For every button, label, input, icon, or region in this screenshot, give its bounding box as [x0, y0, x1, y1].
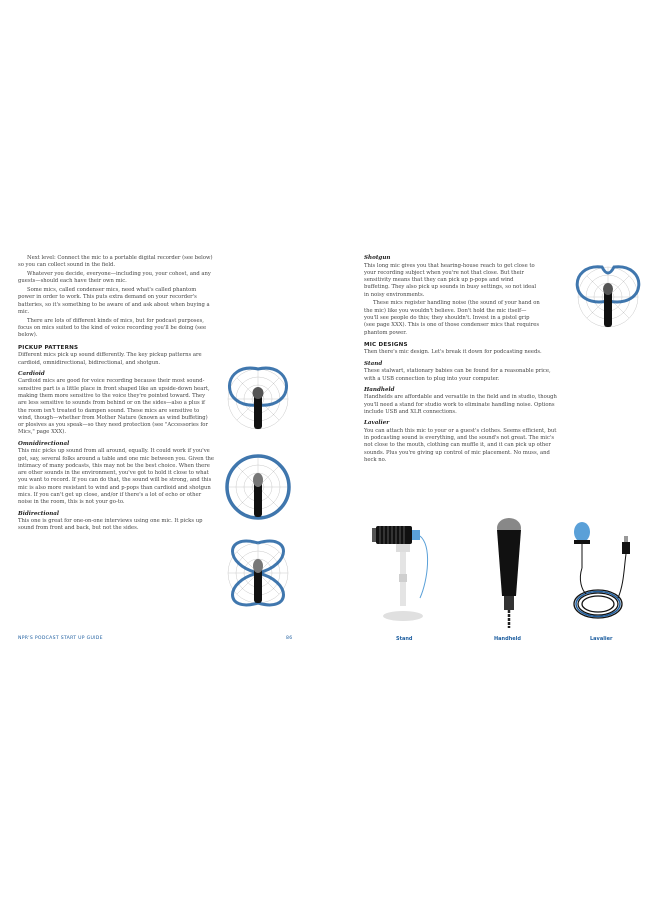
lavalier-label: Lavalier — [590, 636, 613, 642]
stand-heading: Stand — [364, 360, 383, 367]
intro-paragraph-1: Next level: Connect the mic to a portable digital recorder (see below) so you can collect sound in the field. — [18, 255, 213, 269]
handheld-heading: Handheld — [364, 386, 395, 393]
shotgun-polar-diagram — [570, 259, 646, 335]
footer-page-number: 86 — [286, 636, 293, 641]
handheld-text: Handhelds are affordable and versatile in the field and in studio, though you'll need a stand for studio work to eliminate handling noise. Options include USB and XLR connections. — [364, 394, 557, 415]
footer-book-title: NPR'S PODCAST START UP GUIDE — [18, 636, 103, 641]
left-text-column — [18, 255, 214, 534]
bidirectional-polar-diagram — [222, 537, 294, 609]
bidirectional-heading: Bidirectional — [18, 510, 60, 517]
pickup-intro: Different mics pick up sound differently. The key pickup patterns are cardioid, omnidirectional, bidirectional, and shotgun. — [18, 352, 202, 366]
intro-paragraph-4: There are lots of different kinds of mics, but for podcast purposes, focus on mics suited to the kind of voice recording you'll be doing (see below). — [18, 317, 207, 339]
handheld-mic-illustration — [484, 516, 534, 632]
stand-label: Stand — [396, 636, 413, 642]
bidirectional-text: This one is great for one-on-one interviews using one mic. It picks up sound from front and back, but not the sides. — [18, 518, 203, 532]
intro-paragraph-2: Whatever you decide, everyone—including you, your cohost, and any guests—should each have their own mic. — [18, 271, 211, 285]
stand-mic-illustration — [370, 520, 440, 632]
lavalier-text: You can attach this mic to your or a guest's clothes. Seems efficient, but in podcasting sound is everything, and the sound's not great. The mic's not close to the mouth, clothing can muffle it, and it can pick up other sounds. Plus you're giving up control of mic placement. No muss, and heck no. — [364, 427, 557, 463]
cardioid-polar-diagram — [222, 363, 294, 435]
lavalier-mic-illustration — [560, 518, 644, 632]
shotgun-text-1: This long mic gives you that hearing-house reach to get close to your recording subject when you're not that close. But their sensitivity means that they can pick up p-pops and wind buffeting. They also pick up sounds in busy settings, so not ideal in noisy environments. — [364, 262, 537, 298]
handheld-label: Handheld — [494, 636, 521, 642]
shotgun-text-2: These mics register handling noise (the sound of your hand on the mic) like you wouldn't believe. Don't hold the mic itself—you'll see people do this; they shouldn't. Invest in a pistol grip (see page XXX). This is one of those condenser mics that requires phantom power. — [364, 300, 540, 336]
stand-text: These stalwart, stationary babies can be found for a reasonable price, with a USB connection to plug into your computer. — [364, 368, 551, 382]
omnidirectional-polar-diagram — [222, 451, 294, 523]
intro-paragraph-3: Some mics, called condenser mics, need what's called phantom power in order to work. This puts extra demand on your recorder's batteries, so it's something to be aware of and ask about when buying a mic. — [18, 287, 210, 316]
cardioid-text: Cardioid mics are good for voice recording because their most sound-sensitive part is a little place in front shaped like an upside-down heart, making them more sensitive to the voice they're pointed toward. They are less sensitive to sounds from behind or on the sides—also a plus if the room isn't treated to dampen sound. These mics are sensitive to wind, though—whether from Mother Nature (known as wind buffeting) or plosives as you speak—so they need protection (see "Accessories for Mics," page XXX). — [18, 378, 210, 436]
right-text-column — [364, 255, 557, 466]
mic-designs-heading: MIC DESIGNS — [364, 341, 408, 348]
mic-designs-intro: Then there's mic design. Let's break it down for podcasting needs. — [364, 349, 542, 356]
lavalier-heading: Lavalier — [364, 420, 390, 427]
pickup-patterns-heading: PICKUP PATTERNS — [18, 344, 79, 351]
omnidirectional-heading: Omnidirectional — [18, 440, 70, 447]
omnidirectional-text: This mic picks up sound from all around, equally. It could work if you've got, say, several folks around a table and one mic between you. Given the intimacy of many podcasts, this may not be the best choice. When there are other sounds in the environment, you've got to hold it close to what you want to record. If you can do that, the sound will be strong, and this mic is also more resistant to wind and p-pops than cardioid and shotgun mics. If you can't get up close, and/or if there's a lot of echo or other noise in the room, this is not your go-to. — [18, 448, 214, 506]
shotgun-heading: Shotgun — [364, 255, 391, 261]
cardioid-heading: Cardioid — [18, 370, 45, 377]
